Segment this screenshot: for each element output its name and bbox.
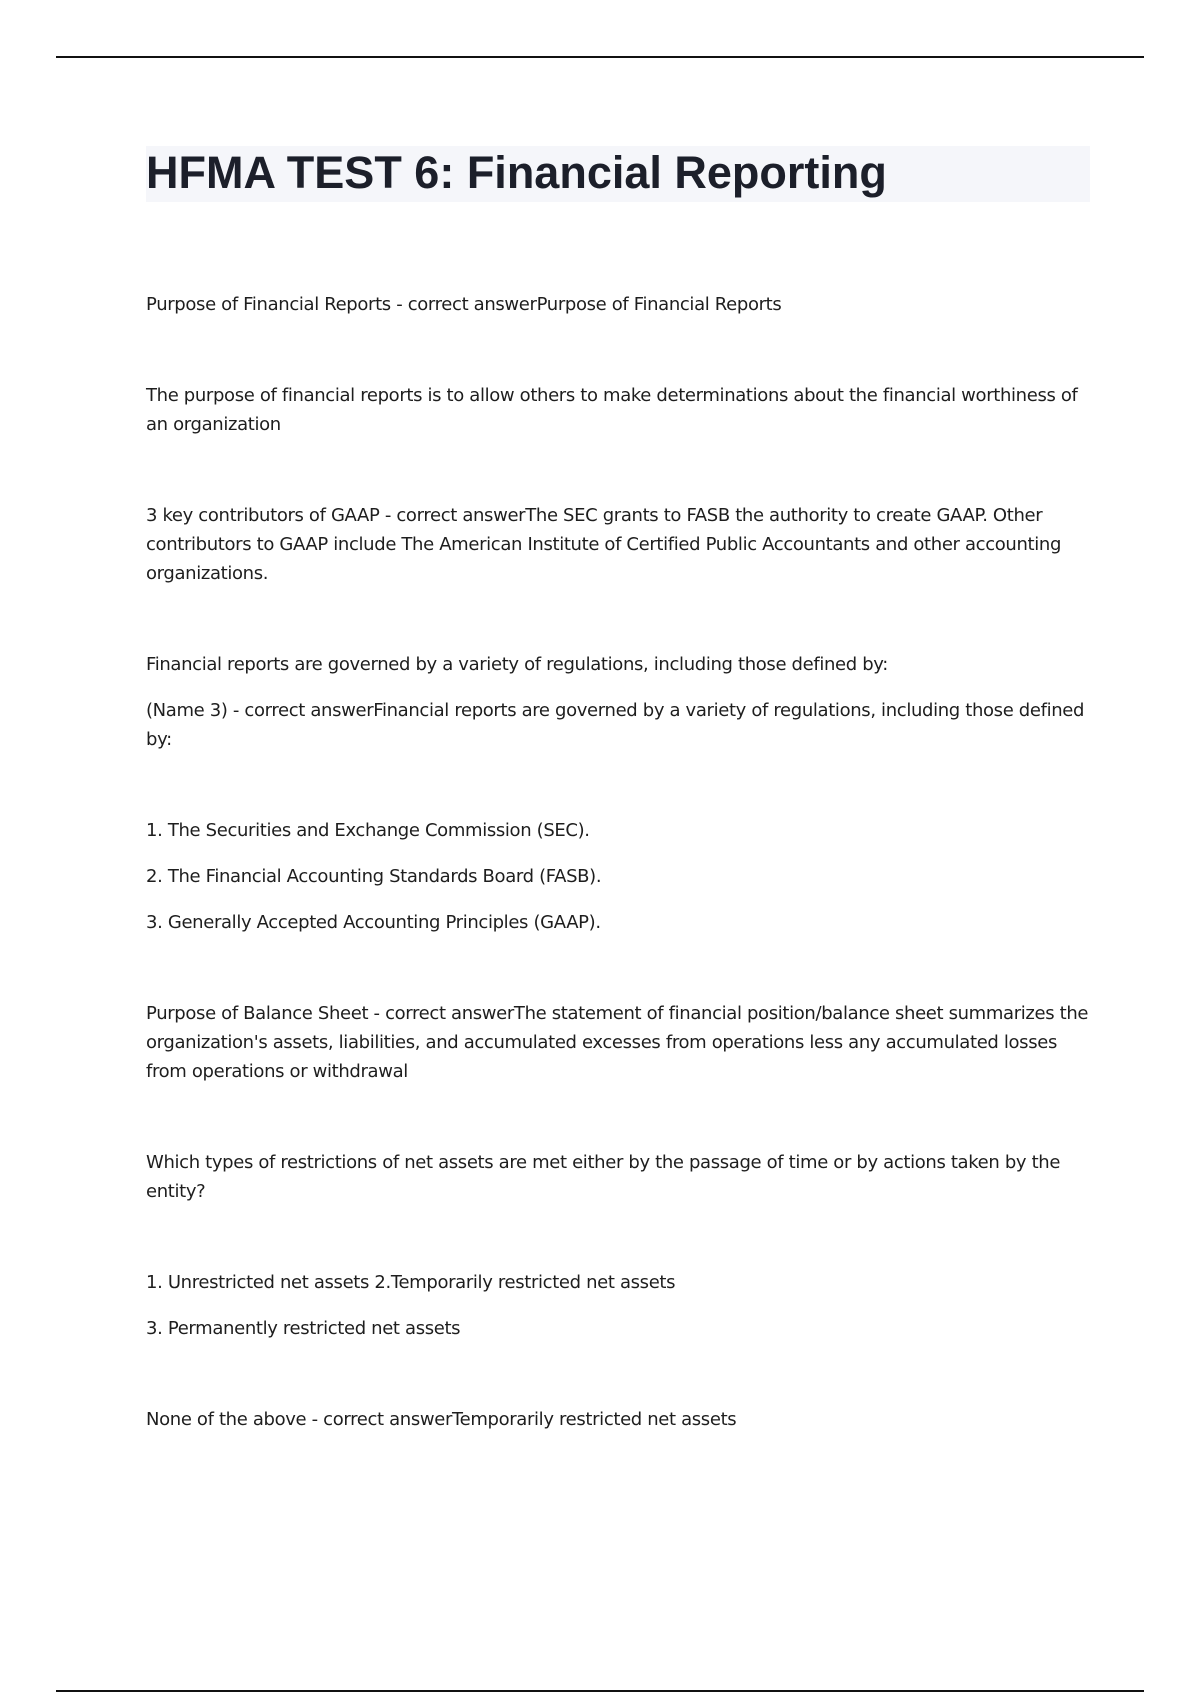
paragraph: Purpose of Financial Reports - correct answerPurpose of Financial Reports — [146, 294, 782, 315]
paragraph: None of the above - correct answerTemporarily restricted net assets — [146, 1409, 737, 1430]
top-rule — [56, 56, 1144, 58]
document-title: HFMA TEST 6: Financial Reporting — [146, 147, 887, 198]
list-item: 1. The Securities and Exchange Commission (SEC). — [146, 820, 590, 841]
list-item: 2. The Financial Accounting Standards Board (FASB). — [146, 866, 602, 887]
bottom-rule — [56, 1690, 1144, 1692]
list-item: 1. Unrestricted net assets 2.Temporarily restricted net assets — [146, 1272, 676, 1293]
list-item: 3. Generally Accepted Accounting Principles (GAAP). — [146, 912, 601, 933]
paragraph: 3 key contributors of GAAP - correct answerThe SEC grants to FASB the authority to create GAAP. Other contributors to GAAP include The American Institute of Certified Public Accountants and other accounting organizations. — [146, 505, 1062, 584]
paragraph: Purpose of Balance Sheet - correct answerThe statement of financial position/balance sheet summarizes the organization's assets, liabilities, and accumulated excesses from operations less any accumulated losses from operations or withdrawal — [146, 1003, 1089, 1082]
paragraph: Financial reports are governed by a variety of regulations, including those defined by: — [146, 654, 888, 675]
list-item: 3. Permanently restricted net assets — [146, 1318, 461, 1339]
paragraph: The purpose of financial reports is to allow others to make determinations about the financial worthiness of an organization — [146, 385, 1078, 435]
document-body — [146, 290, 1096, 1434]
paragraph: Which types of restrictions of net assets are met either by the passage of time or by actions taken by the entity? — [146, 1152, 1061, 1202]
paragraph: (Name 3) - correct answerFinancial reports are governed by a variety of regulations, including those defined by: — [146, 700, 1085, 750]
